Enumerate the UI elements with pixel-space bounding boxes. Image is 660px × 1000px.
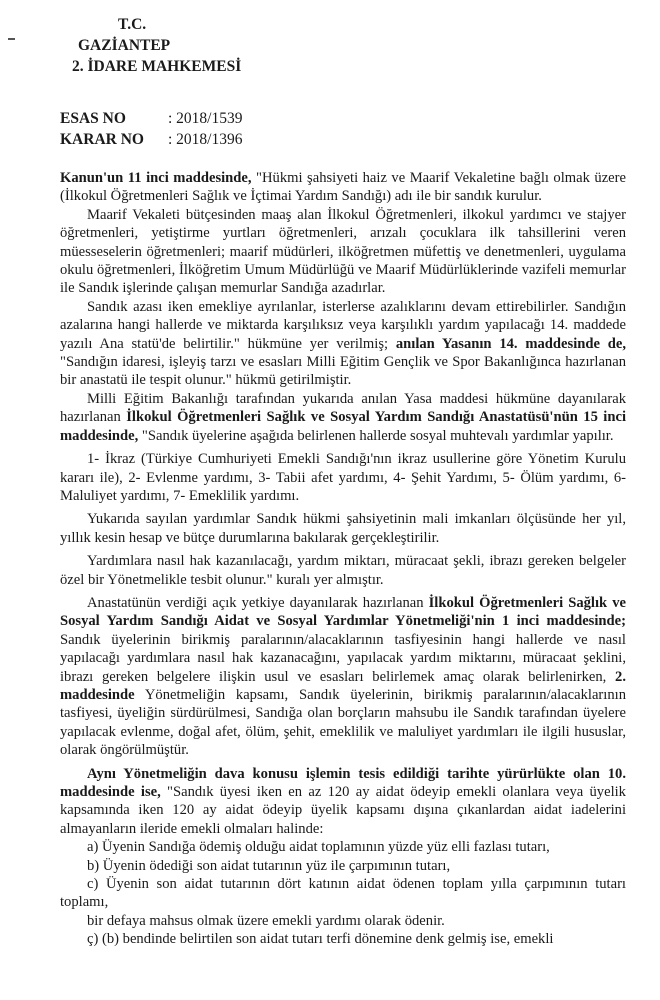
paragraph-8 [60,594,626,760]
p8-text: Anastatünün verdiği açık yetkiye dayanılarak hazırlanan [87,594,424,611]
paragraph-10: bir defaya mahsus olmak üzere emekli yardımı olarak ödenir. [87,912,445,929]
paragraph-1 [60,169,626,206]
margin-mark [8,38,15,40]
city-heading: GAZİANTEP [78,37,171,54]
p8-bold: İlkokul Öğretmenleri Sağlık ve Sosyal Yardım Sandığı Aidat ve Sosyal Yardımlar Yönetmeliği'nin 1 inci maddesinde; [60,594,626,630]
karar-label: KARAR NO [60,131,144,148]
paragraph-7: Yardımlara nasıl hak kazanılacağı, yardım miktarı, müracaat şekli, ibrazı gereken belgeler özel bir Yönetmelikle tesbit olunur." kuralı yer almıştır. [60,553,626,588]
esas-row [60,108,460,129]
p3-text: Sandık azası iken emekliye ayrılanlar, isterlerse azalıklarını devam ettirebilirler. Sandığın azalarına hangi hallerde ve miktarda karşılıksız veya karşılıklı yardım yapılacağı 14. maddede yazılı Ana statü'de belirtilir." hükmüne yer verilmiş; [60,298,626,352]
p3-bold: anılan Yasanın 14. maddesinde de, [388,335,626,352]
list-item-a: a) Üyenin Sandığa ödemiş olduğu aidat toplamının yüzde yüz elli fazlası tutarı, [87,839,550,856]
p4-text: Milli Eğitim Bakanlığı tarafından yukarıda anılan Yasa maddesi hükmüne dayanılarak hazırlanan [60,390,626,426]
p8-bold-2: 2. maddesinde [60,668,626,703]
case-numbers [60,108,460,150]
p8-tail: Sandık üyelerinin birikmiş paralarının/alacaklarının tasfiyesinin hangi hallerde ve nasıl yapılacağı yardımlara nasıl hak kazanacağını, yapılacak yardım miktarını, müracaat şeklini, ibrazı gereken belgelere ilişkin usul ve esasları belirlemek amaç olarak belirlenirken, [60,631,626,685]
p1-bold: Kanun'un 11 inci maddesinde, [60,170,252,186]
p9-text: "Sandık üyesi iken en az 120 ay aidat ödeyip emekli olanlara veya üyelik kapsamında iken 120 ay aidat ödeyip üyelik kapsamı dışına çıkanlardan aidat iadelerini almayanların ileride emekli olmaları halinde: [60,784,626,837]
paragraph-2: Maarif Vekaleti bütçesinden maaş alan İlkokul Öğretmenleri, ilkokul yardımcı ve stajyer öğretmenleri, yetiştirme yurtları öğretmenleri, arızalı çocuklara ilk tahsillerini veren müesseselerin öğretmenleri; maarif müdürleri, ilköğretmen müfettiş ve denetmenleri, uygulama okulu öğretmenleri, İlköğretim Umum Müdürlüğü ve Maarif Müdürlüklerinde vazifeli memurlar ile Sandık işlerinde çalışan memurlar Sandığa azadırlar. [60,206,626,297]
country-heading: T.C. [118,16,147,33]
list-item-c: c) Üyenin son aidat tutarının dört katının aidat ödenen toplam yılla çarpımının tutarı toplamı, [60,876,626,911]
paragraph-9 [60,765,626,839]
paragraph-4 [60,390,626,445]
paragraph-6: Yukarıda sayılan yardımlar Sandık hükmi şahsiyetinin mali imkanları ölçüsünde her yıl, yıllık kesin hesap ve bütçe durumlarına bakılarak gerçekleştirilir. [60,511,626,546]
document-body [60,169,626,949]
paragraph-5: 1- İkraz (Türkiye Cumhuriyeti Emekli Sandığı'nın ikraz usullerine göre Yönetim Kurulu kararı ile), 2- Evlenme yardımı, 3- Tabii afet yardımı, 4- Şehit Yardımı, 5- Ölüm yardımı, 6-Maluliyet yardımı, 7- Emeklilik yardımı. [60,451,626,504]
p9-bold: Aynı Yönetmeliğin dava konusu işlemin tesis edildiği tarihte yürürlükte olan 10. maddesinde ise, [60,765,626,800]
court-heading: 2. İDARE MAHKEMESİ [72,58,242,75]
paragraph-3 [60,298,626,390]
p8-tail-2: Yönetmeliğin kapsamı, Sandık üyelerinin, birikmiş paralarının/alacaklarının tasfiyesi, üyeliğin sürdürülmesi, Sandığa olan borçların mahsubu ile Sandık tarafından üyelere yapılacak evlenme, doğal afet, ölüm, şehit, emeklilik ve maluliyet yardımları ile ilgili hususlar, olarak öngörülmüştür. [60,686,626,759]
esas-value: : 2018/1539 [168,110,243,127]
p4-tail: "Sandık üyelerine aşağıda belirlenen hallerde sosyal muhtevalı yardımlar yapılır. [138,427,614,444]
esas-label: ESAS NO [60,110,126,127]
p4-bold: İlkokul Öğretmenleri Sağlık ve Sosyal Yardım Sandığı Anastatüsü'nün 15 inci maddesinde, [60,409,626,444]
document-header [60,14,360,77]
paragraph-11: ç) (b) bendinde belirtilen son aidat tutarı terfi dönemine denk gelmiş ise, emekli [87,931,554,948]
p1-text: "Hükmi şahsiyeti haiz ve Maarif Vekaletine bağlı olmak üzere (İlkokul Öğretmenleri Sağlık ve İçtimai Yardım Sandığı) adı ile bir sandık kurulur. [60,170,626,205]
list-item-b: b) Üyenin ödediği son aidat tutarının yüz ile çarpımının tutarı, [87,857,451,874]
p3-tail: "Sandığın idaresi, işleyiş tarzı ve esasları Milli Eğitim Gençlik ve Spor Bakanlığınca hazırlanan bir anastatü ile tespit olunur." hükmü getirilmiştir. [60,354,626,389]
karar-row [60,129,460,150]
karar-value: : 2018/1396 [168,131,243,148]
